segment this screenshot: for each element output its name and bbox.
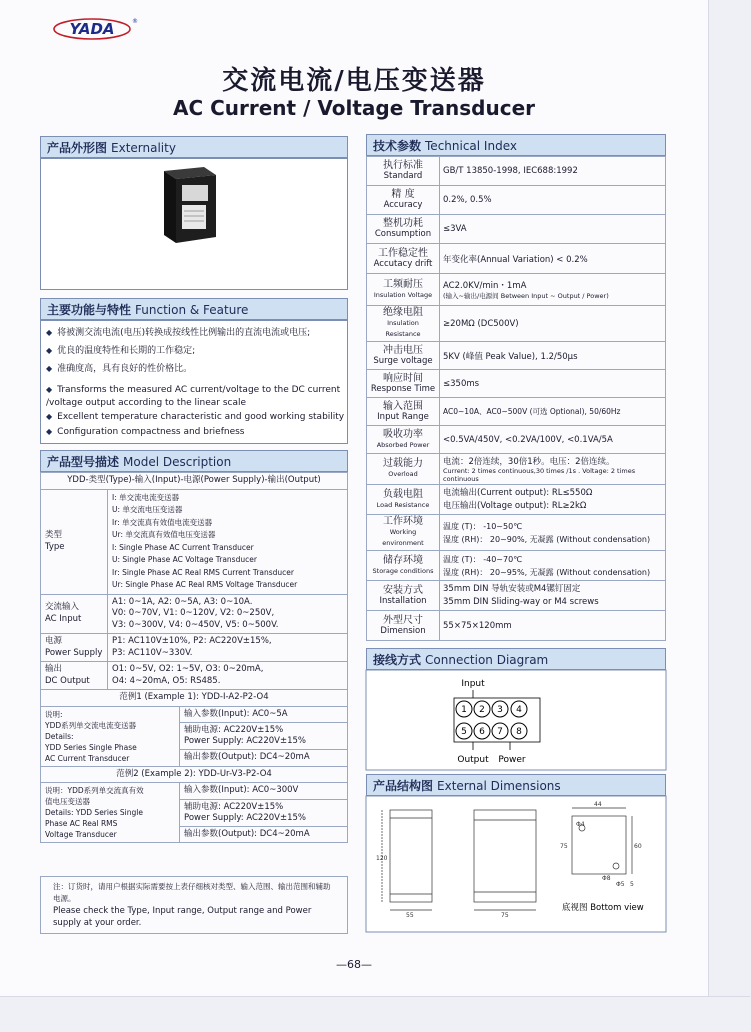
type-label: 类型 Type bbox=[41, 489, 108, 594]
externality-header: 产品外形图 Externality bbox=[40, 136, 348, 158]
svg-text:3: 3 bbox=[497, 705, 503, 715]
model-header: 产品型号描述 Model Description bbox=[40, 450, 348, 472]
svg-text:Φ4: Φ4 bbox=[576, 821, 585, 828]
bottom-view-label: 底视图 Bottom view bbox=[562, 903, 644, 913]
output-values: O1: 0~5V, O2: 1~5V, O3: 0~20mA, O4: 4~20mA, O5: RS485. bbox=[108, 662, 348, 690]
connection-diagram bbox=[366, 670, 666, 770]
power-values: P1: AC110V±10%, P2: AC220V±15%, P3: AC110V~330V. bbox=[108, 634, 348, 662]
dimension-drawing bbox=[366, 796, 666, 932]
example2-title: 范例2 (Example 2): YDD-Ur-V3-P2-O4 bbox=[41, 766, 348, 783]
function-header: 主要功能与特性 Function & Feature bbox=[40, 298, 348, 320]
power-label: 电源 Power Supply bbox=[41, 634, 108, 662]
connection-header: 接线方式 Connection Diagram bbox=[366, 648, 666, 670]
title-cn: 交流电流/电压变送器 bbox=[222, 66, 486, 96]
output-label: 输出 DC Output bbox=[41, 662, 108, 690]
dimensions-header: 产品结构图 External Dimensions bbox=[366, 774, 666, 796]
output-label: Output bbox=[457, 755, 489, 765]
svg-text:120: 120 bbox=[376, 855, 388, 862]
example2-power: 辅助电源: AC220V±15% Power Supply: AC220V±15% bbox=[184, 801, 306, 823]
example2-input: 输入参数(Input): AC0~300V bbox=[180, 783, 348, 799]
svg-text:5: 5 bbox=[461, 727, 467, 737]
svg-text:44: 44 bbox=[594, 801, 602, 808]
tech-table: 执行标准 Standard GB/T 13850-1998, IEC688:1992 精 度 Accuracy 0.2%, 0.5% 整机功耗 Consumption ≤3VA 工作稳定性 Accutacy drift 年变化率(Annual Variation) < 0.2% 工频耐压 Insulation Voltage AC2.0KV/min・1mA (输入~输出/电源间 Between Input ~ Output / Power) 绝缘电阻 Insulation Resistance ≥20MΩ (DC500V) 冲击电压 Surge voltage 5KV (峰值 Peak Value), 1.2/50μs 响应时间 Response Time ≤350ms 输入范围 Input Range AC0~10A、AC0~500V (可选 Optional), 50/60Hz 吸收功率 Absorbed Power <0.5VA/450V, <0.2VA/100V, <0.1VA/5A 过载能力 Overload 电流：2倍连续，30倍1秒。电压：2倍连续。 Current: 2 times continuous,30 times /1s . Voltage: 2 times continuous 负载电阻 Load Resistance 电流输出(Current output): RL≤550Ω 电压输出(Voltage output): RL≥2kΩ 工作环境 Working environment 温度 (T)： -10~50℃ 湿度 (RH)： 20~90%, 无凝露 (Without condensation) 储存环境 Storage conditions 温度 (T)： -40~70℃ 湿度 (RH)： 20~95%, 无凝露 (Without condensation) 安装方式 Installation 35mm DIN 导轨安装或M4镙钉固定 35mm DIN Sliding-way or M4 screws 外型尺寸 Dimension 55×75×120mm bbox=[366, 156, 666, 641]
title-en: AC Current / Voltage Transducer bbox=[172, 96, 536, 120]
example1 bbox=[41, 706, 348, 766]
svg-text:55: 55 bbox=[406, 912, 414, 919]
feature-item: ◆ Configuration compactness and briefness bbox=[46, 427, 245, 437]
example1-output: 输出参数(Output): DC4~20mA bbox=[180, 750, 348, 766]
example1-input: 输入参数(Input): AC0~5A bbox=[180, 707, 348, 723]
svg-text:6: 6 bbox=[479, 727, 485, 737]
svg-text:60: 60 bbox=[634, 843, 642, 850]
reg-mark: ® bbox=[132, 18, 138, 25]
product-photo bbox=[160, 165, 220, 245]
logo-text: YADA bbox=[69, 20, 115, 38]
order-note: 注：订货时，请用户根据实际需要按上表仔细核对类型、输入范围、输出范围和辅助电源。 Please check the Type, Input range, Output range and Power supply at your order. bbox=[40, 876, 348, 934]
svg-text:1: 1 bbox=[461, 705, 467, 715]
svg-text:Φ5: Φ5 bbox=[616, 881, 625, 888]
type-values: I: 单交流电流变送器 U: 单交流电压变送器 Ir: 单交流真有效值电流变送器 Ur: 单交流真有效值电压变送器 I: Single Phase AC Current Transducer U: Single Phase AC Voltage Transducer Ir: Single Phase AC Real RMS Current Transducer Ur: Single Phase AC Real RMS Voltage Transducer bbox=[108, 489, 348, 594]
example2-desc: 说明：YDD系列单交流真有效 值电压变送器 Details: YDD Series Single Phase AC Real RMS Voltage Transducer bbox=[41, 783, 180, 842]
svg-text:5: 5 bbox=[630, 881, 634, 888]
svg-text:7: 7 bbox=[497, 727, 503, 737]
page-bottom-strip bbox=[0, 996, 750, 1032]
feature-item: ◆ Transforms the measured AC current/voltage to the DC current /voltage output according to the linear scale bbox=[46, 385, 341, 408]
input-label: Input bbox=[461, 679, 485, 689]
technical-header: 技术参数 Technical Index bbox=[366, 134, 666, 156]
model-table bbox=[40, 472, 348, 843]
input-label: 交流输入 AC Input bbox=[41, 594, 108, 634]
power-label: Power bbox=[498, 755, 526, 765]
feature-item: ◆ 准确度高，具有良好的性价格比。 bbox=[46, 364, 193, 374]
svg-text:75: 75 bbox=[560, 843, 568, 850]
model-format: YDD-类型(Type)-输入(Input)-电源(Power Supply)-输出(Output) bbox=[41, 473, 348, 490]
page-edge bbox=[708, 0, 751, 1031]
example1-power: 辅助电源: AC220V±15% Power Supply: AC220V±15% bbox=[184, 725, 306, 746]
feature-item: ◆ 将被测交流电流(电压)转换成按线性比例输出的直流电流或电压; bbox=[46, 328, 311, 338]
example2 bbox=[41, 783, 348, 843]
svg-text:4: 4 bbox=[516, 705, 522, 715]
svg-text:Φ8: Φ8 bbox=[602, 875, 611, 882]
example1-title: 范例1 (Example 1): YDD-I-A2-P2-O4 bbox=[41, 690, 348, 707]
example1-desc: 说明: YDD系列单交流电流变送器 Details: YDD Series Single Phase AC Current Transducer bbox=[41, 707, 180, 766]
feature-item: ◆ Excellent temperature characteristic and good working stability bbox=[46, 412, 345, 422]
svg-text:2: 2 bbox=[479, 705, 485, 715]
feature-item: ◆ 优良的温度特性和长期的工作稳定; bbox=[46, 346, 196, 356]
svg-text:8: 8 bbox=[516, 727, 522, 737]
yada-logo bbox=[52, 14, 136, 42]
input-values: A1: 0~1A, A2: 0~5A, A3: 0~10A. V0: 0~70V, V1: 0~120V, V2: 0~250V, V3: 0~300V, V4: 0~450V, V5: 0~500V. bbox=[108, 594, 348, 634]
svg-text:75: 75 bbox=[501, 912, 509, 919]
page-number: —68— bbox=[336, 958, 372, 971]
example2-output: 输出参数(Output): DC4~20mA bbox=[180, 826, 348, 842]
